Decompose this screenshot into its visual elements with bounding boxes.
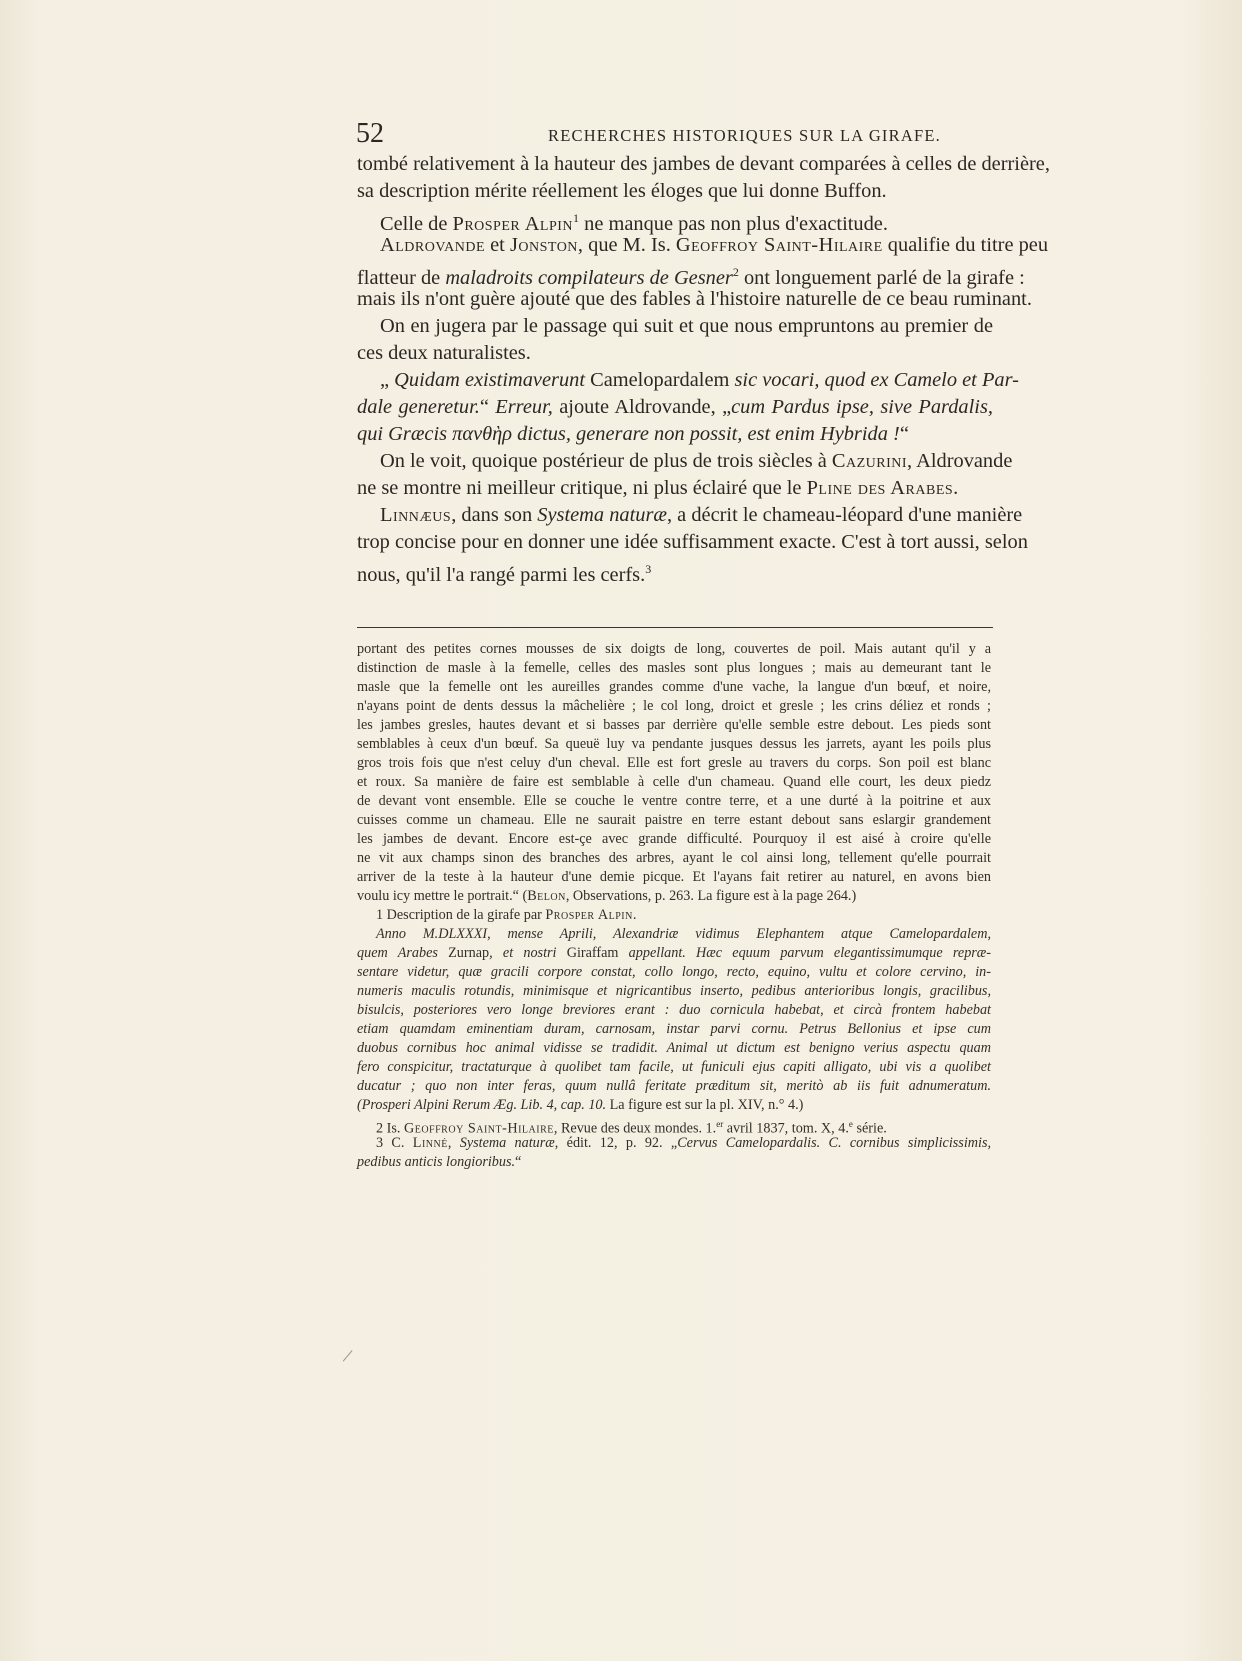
footnote-line: bisulcis, posteriores vero longe breviores erant : duo cornicula habebat, et circà frontem habebat [357, 1002, 991, 1018]
footnote-line: distinction de masle à la femelle, celles des masles sont plus longues ; mais au demeurant tant le [357, 660, 991, 676]
footnote-line: numeris maculis rotundis, minimisque et nigricantibus inserto, pedibus anterioribus longis, gracilibus, [357, 983, 991, 999]
footnote-line: voulu icy mettre le portrait.“ (Belon, Observations, p. 263. La figure est à la page 264.) [357, 888, 857, 904]
footnote-line: (Prosperi Alpini Rerum Æg. Lib. 4, cap. 10. La figure est sur la pl. XIV, n.° 4.) [357, 1097, 804, 1113]
body-line: On le voit, quoique postérieur de plus de trois siècles à Cazurini, Aldrovande [380, 450, 1013, 472]
footnote-line: de devant vont ensemble. Elle se couche le ventre contre terre, et a une durté à la poitrine et aux [357, 793, 991, 809]
greek-word: πανθὴρ [452, 423, 513, 445]
footnote-ref: 3 [645, 562, 652, 576]
footnote-line: pedibus anticis longioribus.“ [357, 1154, 522, 1170]
footnote-line: Anno M.DLXXXI, mense Aprili, Alexandriæ vidimus Elephantem atque Camelopardalem, [376, 926, 991, 942]
author-name: Pline des Arabes [806, 477, 954, 499]
body-line: ces deux naturalistes. [357, 342, 531, 364]
author-name: Linnæus [380, 504, 452, 526]
footnote-line: quem Arabes Zurnap, et nostri Giraffam appellant. Hæc equum parvum elegantissimumque repræ- [357, 945, 991, 961]
footnote-line: fero conspicitur, tractaturque à quolibet tam facile, ut funiculi ejus capiti alligato, ubi vis a quolibet [357, 1059, 991, 1075]
author-name: Prosper Alpin [452, 212, 574, 235]
page-number: 52 [356, 118, 384, 149]
footnote-line: et roux. Sa manière de faire est semblable à celle d'un chameau. Quand elle court, les deux piedz [357, 774, 991, 790]
author-name: Cazurini [831, 450, 908, 472]
author-name: Jonston [509, 234, 578, 256]
footnote-ref: 2 [732, 265, 739, 279]
footnote-line: arriver de la teste à la hauteur d'une demie picque. Et l'ayans fait retirer au naturel, en avons bien [357, 869, 991, 885]
body-line: nous, qu'il l'a rangé parmi les cerfs.$^3$ [357, 562, 652, 586]
quote-line: „ Quidam existimaverunt Camelopardalem sic vocari, quod ex Camelo et Par- [380, 369, 1019, 391]
footnote-line: cuisses comme un chameau. Elle ne saurait paistre en terre estant debout sans eslargir grandement [357, 812, 991, 828]
body-line: sa description mérite réellement les éloges que lui donne Buffon. [357, 180, 887, 202]
footnote-line: semblables à ceux d'un bœuf. Sa queuë luy va pendante jusques dessus les jarrets, ayant les poils plus [357, 736, 991, 752]
running-head [356, 118, 996, 152]
author-name: Aldrovande [380, 234, 486, 256]
footnote-separator [357, 627, 993, 628]
body-line: flatteur de maladroits compilateurs de Gesner$^2$ ont longuement parlé de la girafe : [357, 265, 1025, 289]
quote-line: dale generetur.“ Erreur, ajoute Aldrovande, „cum Pardus ipse, sive Pardalis, [357, 396, 993, 418]
body-line: Celle de Prosper Alpin$^1$ ne manque pas non plus d'exactitude. [380, 211, 888, 235]
footnote-line: ducatur ; quo non inter feras, quum nullâ feritate præditum sit, meritò ab iis fuit adnumeratum. [357, 1078, 991, 1094]
author-name: Geoffroy Saint-Hilaire [403, 1120, 554, 1137]
footnote-line: gros trois fois que n'est celuy d'un cheval. Elle est fort gresle au travers du corps. Son poil est blanc [357, 755, 991, 771]
body-line: Aldrovande et Jonston, que M. Is. Geoffroy Saint-Hilaire qualifie du titre peu [380, 234, 1049, 256]
body-line: On en jugera par le passage qui suit et que nous empruntons au premier de [380, 315, 993, 337]
body-line: trop concise pour en donner une idée suffisamment exacte. C'est à tort aussi, selon [357, 531, 1028, 553]
footnote-line: les jambes de devant. Encore est-çe avec grande difficulté. Pourquoy il est aisé à croire qu'elle [357, 831, 991, 847]
author-name: Geoffroy Saint-Hilaire [675, 234, 883, 256]
author-name: Belon [527, 888, 566, 904]
footnote-line: masle que la femelle ont les aureilles grandes comme d'une vache, la langue d'un bœuf, et noire, [357, 679, 991, 695]
body-line: tombé relativement à la hauteur des jambes de devant comparées à celles de derrière, [357, 153, 1050, 175]
footnote-line: n'ayans point de dents dessus la mâchelière ; le col long, droict et gresle ; les crins déliez et ronds ; [357, 698, 991, 714]
header-title: RECHERCHES HISTORIQUES SUR LA GIRAFE. [548, 126, 941, 145]
author-name: Linné [412, 1135, 448, 1151]
footnote-line: ne vit aux champs sinon des branches des arbres, ayant le col ainsi long, tellement qu'elle pourrait [357, 850, 991, 866]
footnote-line: 2 Is. Geoffroy Saint-Hilaire, Revue des deux mondes. 1.$^{er}$ avril 1837, tom. X, 4.$^e$ série. [376, 1119, 887, 1137]
body-line: mais ils n'ont guère ajouté que des fables à l'histoire naturelle de ce beau ruminant. [357, 288, 1032, 310]
footnote-ref: 1 [573, 211, 580, 225]
footnote-line: les jambes gresles, hautes devant et si basses par derrière qu'elle semble estre debout. Les pieds sont [357, 717, 991, 733]
body-line: ne se montre ni meilleur critique, ni plus éclairé que le Pline des Arabes. [357, 477, 959, 499]
footnote-line: etiam quamdam eminentiam duram, carnosam, instar parvi cornu. Petrus Bellonius et ipse cum [357, 1021, 991, 1037]
footnote-line: 1 Description de la girafe par Prosper Alpin. [376, 907, 637, 923]
footnote-line: portant des petites cornes mousses de six doigts de long, couvertes de poil. Mais autant qu'il y a [357, 641, 991, 657]
paper-mark [343, 1350, 360, 1368]
quote-line: qui Græcis πανθὴρ dictus, generare non possit, est enim Hybrida !“ [357, 423, 909, 445]
author-name: Prosper Alpin [545, 907, 633, 923]
footnote-line: sentare videtur, quæ gracili corpore constat, collo longo, recto, equino, vultu et colore cervino, in- [357, 964, 991, 980]
footnote-line: duobus cornibus hoc animal vidisse se tradidit. Animal ut dictum est benigno verius aspectu quam [357, 1040, 991, 1056]
body-line: Linnæus, dans son Systema naturæ, a décrit le chameau-léopard d'une manière [380, 504, 1023, 526]
footnote-line: 3 C. Linné, Systema naturæ, édit. 12, p. 92. „Cervus Camelopardalis. C. cornibus simplicissimis, [376, 1135, 992, 1151]
